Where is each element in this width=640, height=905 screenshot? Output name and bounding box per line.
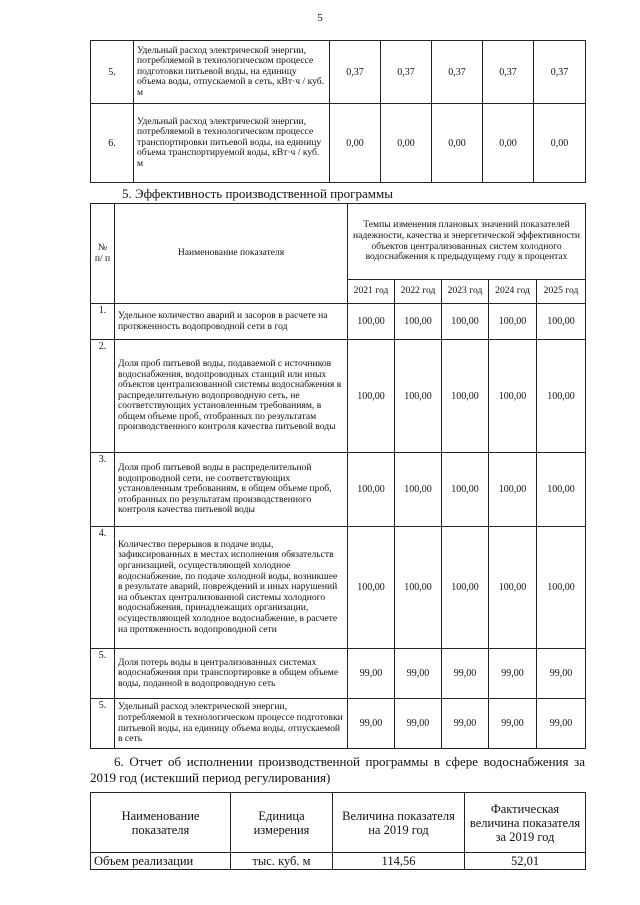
value-cell: 100,00 (442, 453, 489, 527)
value-cell: 100,00 (489, 453, 537, 527)
indicator-name: Количество перерывов в подаче воды, зафиксированных в местах исполнения обязательств организацией, осуществляющей холодное водоснабжение, по подаче холодной воды, возникшее в результате аварий, повреждений и иных нарушений на объектах централизованной системы холодного водоснабжения, принадлежащих организации, осуществляющей холодное водоснабжение, в расчете на протяженность водопроводной сети (115, 527, 348, 649)
value-cell: 100,00 (348, 340, 395, 453)
table-row (91, 453, 586, 527)
plan-value: 114,56 (333, 853, 465, 870)
row-number: 3. (91, 453, 115, 527)
value-cell: 100,00 (537, 340, 586, 453)
header-name: Наименование показателя (115, 204, 348, 304)
value-cell: 100,00 (489, 340, 537, 453)
row-number: 5. (91, 649, 115, 699)
row-number: 4. (91, 527, 115, 649)
year-header: 2023 год (442, 280, 489, 304)
row-number: 1. (91, 304, 115, 340)
value-cell: 100,00 (395, 304, 442, 340)
value-cell: 100,00 (537, 304, 586, 340)
value-cell: 99,00 (537, 699, 586, 749)
value-cell: 0,00 (330, 104, 381, 183)
header-group: Темпы изменения плановых значений показателей надежности, качества и энергетической эффективности объектов централизованных систем холодного водоснабжения к предыдущему году в процентах (348, 204, 586, 280)
indicator-name: Доля проб питьевой воды в распределительной водопроводной сети, не соответствующих установленным требованиям, в общем объеме проб, отобранных по результатам производственного контроля качества питьевой воды (115, 453, 348, 527)
table-row (91, 104, 586, 183)
header-plan: Величина показателя на 2019 год (333, 793, 465, 853)
value-cell: 100,00 (537, 453, 586, 527)
value-cell: 100,00 (395, 453, 442, 527)
header-unit: Единица измерения (231, 793, 333, 853)
value-cell: 100,00 (489, 527, 537, 649)
table-row (91, 699, 586, 749)
row-number: 6. (91, 104, 134, 183)
section-6-title-text: 6. Отчет об исполнении производственной программы в сфере водоснабжения за 2019 год (истекший период регулирования) (90, 754, 585, 785)
value-cell: 0,00 (432, 104, 483, 183)
row-number: 2. (91, 340, 115, 453)
indicator-name: Удельное количество аварий и засоров в расчете на протяженность водопроводной сети в год (115, 304, 348, 340)
value-cell: 100,00 (395, 340, 442, 453)
value-cell: 0,00 (381, 104, 432, 183)
year-header: 2024 год (489, 280, 537, 304)
value-cell: 0,37 (330, 41, 381, 104)
section-6-title (90, 754, 585, 786)
table-row (91, 527, 586, 649)
header-row (91, 204, 586, 280)
top-table (90, 40, 586, 183)
value-cell: 100,00 (442, 527, 489, 649)
report-table (90, 792, 586, 870)
indicator-name: Доля проб питьевой воды, подаваемой с источников водоснабжения, водопроводных станций или иных объектов централизованной системы водоснабжения в распределительную водопроводную сеть, не соответствующих установленным требованиям, в общем объеме проб, отобранных по результатам производственного контроля качества питьевой воды (115, 340, 348, 453)
value-cell: 99,00 (442, 649, 489, 699)
indicator-name: Объем реализации (91, 853, 231, 870)
indicator-name: Удельный расход электрической энергии, потребляемой в технологическом процессе транспортировки питьевой воды, на единицу объема транспортируемой воды, кВт·ч / куб. м (134, 104, 330, 183)
value-cell: 99,00 (489, 649, 537, 699)
value-cell: 0,00 (483, 104, 534, 183)
value-cell: 100,00 (395, 527, 442, 649)
indicator-name: Удельный расход электрической энергии, потребляемой в технологическом процессе подготовки питьевой воды, на единицу объема воды, отпускаемой в сеть (115, 699, 348, 749)
row-number: 5. (91, 699, 115, 749)
value-cell: 0,37 (483, 41, 534, 104)
value-cell: 99,00 (348, 699, 395, 749)
page-number: 5 (317, 12, 323, 24)
value-cell: 0,37 (432, 41, 483, 104)
value-cell: 100,00 (348, 453, 395, 527)
efficiency-table (90, 203, 586, 749)
value-cell: 0,37 (534, 41, 586, 104)
value-cell: 100,00 (442, 340, 489, 453)
value-cell: 100,00 (442, 304, 489, 340)
value-cell: 99,00 (442, 699, 489, 749)
value-cell: 0,00 (534, 104, 586, 183)
table-row (91, 340, 586, 453)
header-indicator: Наименование показателя (91, 793, 231, 853)
value-cell: 100,00 (489, 304, 537, 340)
value-cell: 99,00 (489, 699, 537, 749)
table-row (91, 853, 586, 870)
value-cell: 0,37 (381, 41, 432, 104)
value-cell: 99,00 (537, 649, 586, 699)
value-cell: 100,00 (348, 527, 395, 649)
header-row (91, 793, 586, 853)
indicator-name: Доля потерь воды в централизованных системах водоснабжения при транспортировке в общем объеме воды, поданной в водопроводную сеть (115, 649, 348, 699)
value-cell: 100,00 (348, 304, 395, 340)
table-row (91, 304, 586, 340)
value-cell: 99,00 (395, 699, 442, 749)
fact-value: 52,01 (465, 853, 586, 870)
row-number: 5. (91, 41, 134, 104)
indicator-name: Удельный расход электрической энергии, потребляемой в технологическом процессе подготовки питьевой воды, на единицу объема воды, отпускаемой в сеть, кВт·ч / куб. м (134, 41, 330, 104)
table-row (91, 41, 586, 104)
value-cell: 100,00 (537, 527, 586, 649)
value-cell: 99,00 (395, 649, 442, 699)
year-header: 2022 год (395, 280, 442, 304)
header-number: № п/ п (91, 204, 115, 304)
year-header: 2025 год (537, 280, 586, 304)
section-5-title: 5. Эффективность производственной программы (122, 186, 393, 201)
year-header: 2021 год (348, 280, 395, 304)
value-cell: 99,00 (348, 649, 395, 699)
table-row (91, 649, 586, 699)
header-fact: Фактическая величина показателя за 2019 год (465, 793, 586, 853)
unit-cell: тыс. куб. м (231, 853, 333, 870)
